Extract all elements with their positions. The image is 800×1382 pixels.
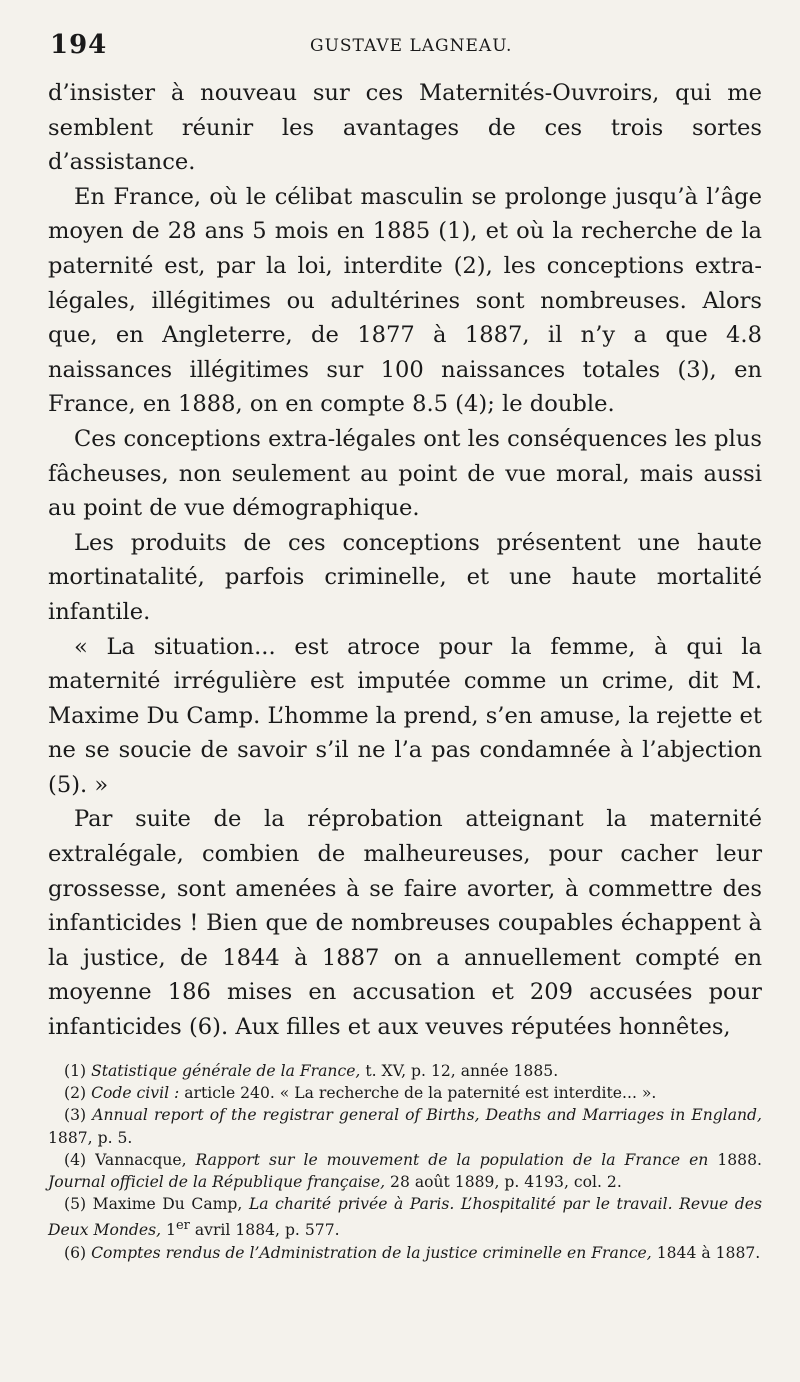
footnote-text: 28 août 1889, p. 4193, col. 2. (385, 1173, 622, 1192)
footnote-author: Vannacque, (95, 1150, 196, 1169)
footnote-text: article 240. « La recherche de la paternité est interdite... ». (179, 1084, 657, 1103)
footnote-text: 1888. (708, 1150, 762, 1169)
body-text (48, 76, 762, 1045)
paragraph: d’insister à nouveau sur ces Maternités-Ouvroirs, qui me semblent réunir les avantages de ces trois sortes d’assistance. (48, 80, 762, 176)
footnote-number: (2) (64, 1084, 87, 1103)
page-header (50, 30, 760, 70)
footnote-title: La charité privée à Paris. L’hospitalité par le travail. Revue des Deux Mondes, (48, 1195, 763, 1240)
footnote-title: Annual report of the registrar general of Births, Deaths and Marriages in England, (92, 1106, 762, 1125)
footnote-journal: Journal officiel de la République française, (48, 1173, 386, 1192)
footnote-title: Rapport sur le mouvement de la population de la France en (195, 1150, 709, 1169)
footnote-text: avril 1884, p. 577. (189, 1221, 340, 1240)
footnote-number: (5) (64, 1195, 87, 1214)
footnote-number: (4) (64, 1150, 87, 1169)
footnote (48, 1149, 762, 1193)
footnote-text: 1844 à 1887. (651, 1243, 761, 1262)
footnote (48, 1242, 762, 1264)
footnote-title: Statistique générale de la France, (91, 1062, 361, 1080)
footnote-text: 1887, p. 5. (48, 1128, 133, 1147)
footnote-text: 1 (161, 1221, 176, 1240)
footnote-number: (6) (64, 1243, 87, 1262)
footnote-number: (1) (64, 1062, 87, 1080)
footnote-superscript: er (175, 1218, 190, 1234)
paragraph: Ces conceptions extra-légales ont les conséquences les plus fâcheuses, non seulement au point de vue moral, mais aussi au point de vue démographique. (48, 425, 762, 522)
footnote-author: Maxime Du Camp, (92, 1195, 249, 1214)
paragraph: En France, où le célibat masculin se prolonge jusqu’à l’âge moyen de 28 ans 5 mois en 1885 (1), et où la recherche de la paternité est, par la loi, interdite (2), les conceptions extra-légales, illégitimes ou adultérines sont nombreuses. Alors que, en Angleterre, de 1877 à 1887, il n’y a que 4.8 naissances illégitimes sur 100 naissances totales (3), en France, en 1888, on en compte 8.5 (4); le double. (48, 183, 762, 418)
footnote (48, 1104, 762, 1148)
running-head: GUSTAVE LAGNEAU. (310, 36, 513, 56)
paragraph: « La situation... est atroce pour la femme, à qui la maternité irrégulière est imputée comme un crime, dit M. Maxime Du Camp. L’homme la prend, s’en amuse, la rejette et ne se soucie de savoir s’il ne l’a pas condamnée à l’abjection (5). » (48, 633, 762, 798)
footnote-title: Code civil : (91, 1084, 180, 1103)
footnote (48, 1060, 762, 1082)
paragraph: Les produits de ces conceptions présentent une haute mortinatalité, parfois criminelle, et une haute mortalité infantile. (48, 529, 762, 625)
footnote-text: t. XV, p. 12, année 1885. (360, 1062, 559, 1080)
footnote (48, 1082, 762, 1104)
footnote-title: Comptes rendus de l’Administration de la justice criminelle en France, (91, 1243, 652, 1262)
footnote-number: (3) (64, 1106, 87, 1125)
paragraph: Par suite de la réprobation atteignant la maternité extralégale, combien de malheureuses, pour cacher leur grossesse, sont amenées à se faire avorter, à commettre des infanticides ! Bien que de nombreuses coupables échappent à la justice, de 1844 à 1887 on a annuellement compté en moyenne 186 mises en accusation et 209 accusées pour infanticides (6). Aux filles et aux veuves réputées honnêtes, (48, 806, 762, 1041)
page-number: 194 (50, 30, 108, 60)
footnote (48, 1193, 762, 1242)
footnotes (48, 1060, 762, 1264)
